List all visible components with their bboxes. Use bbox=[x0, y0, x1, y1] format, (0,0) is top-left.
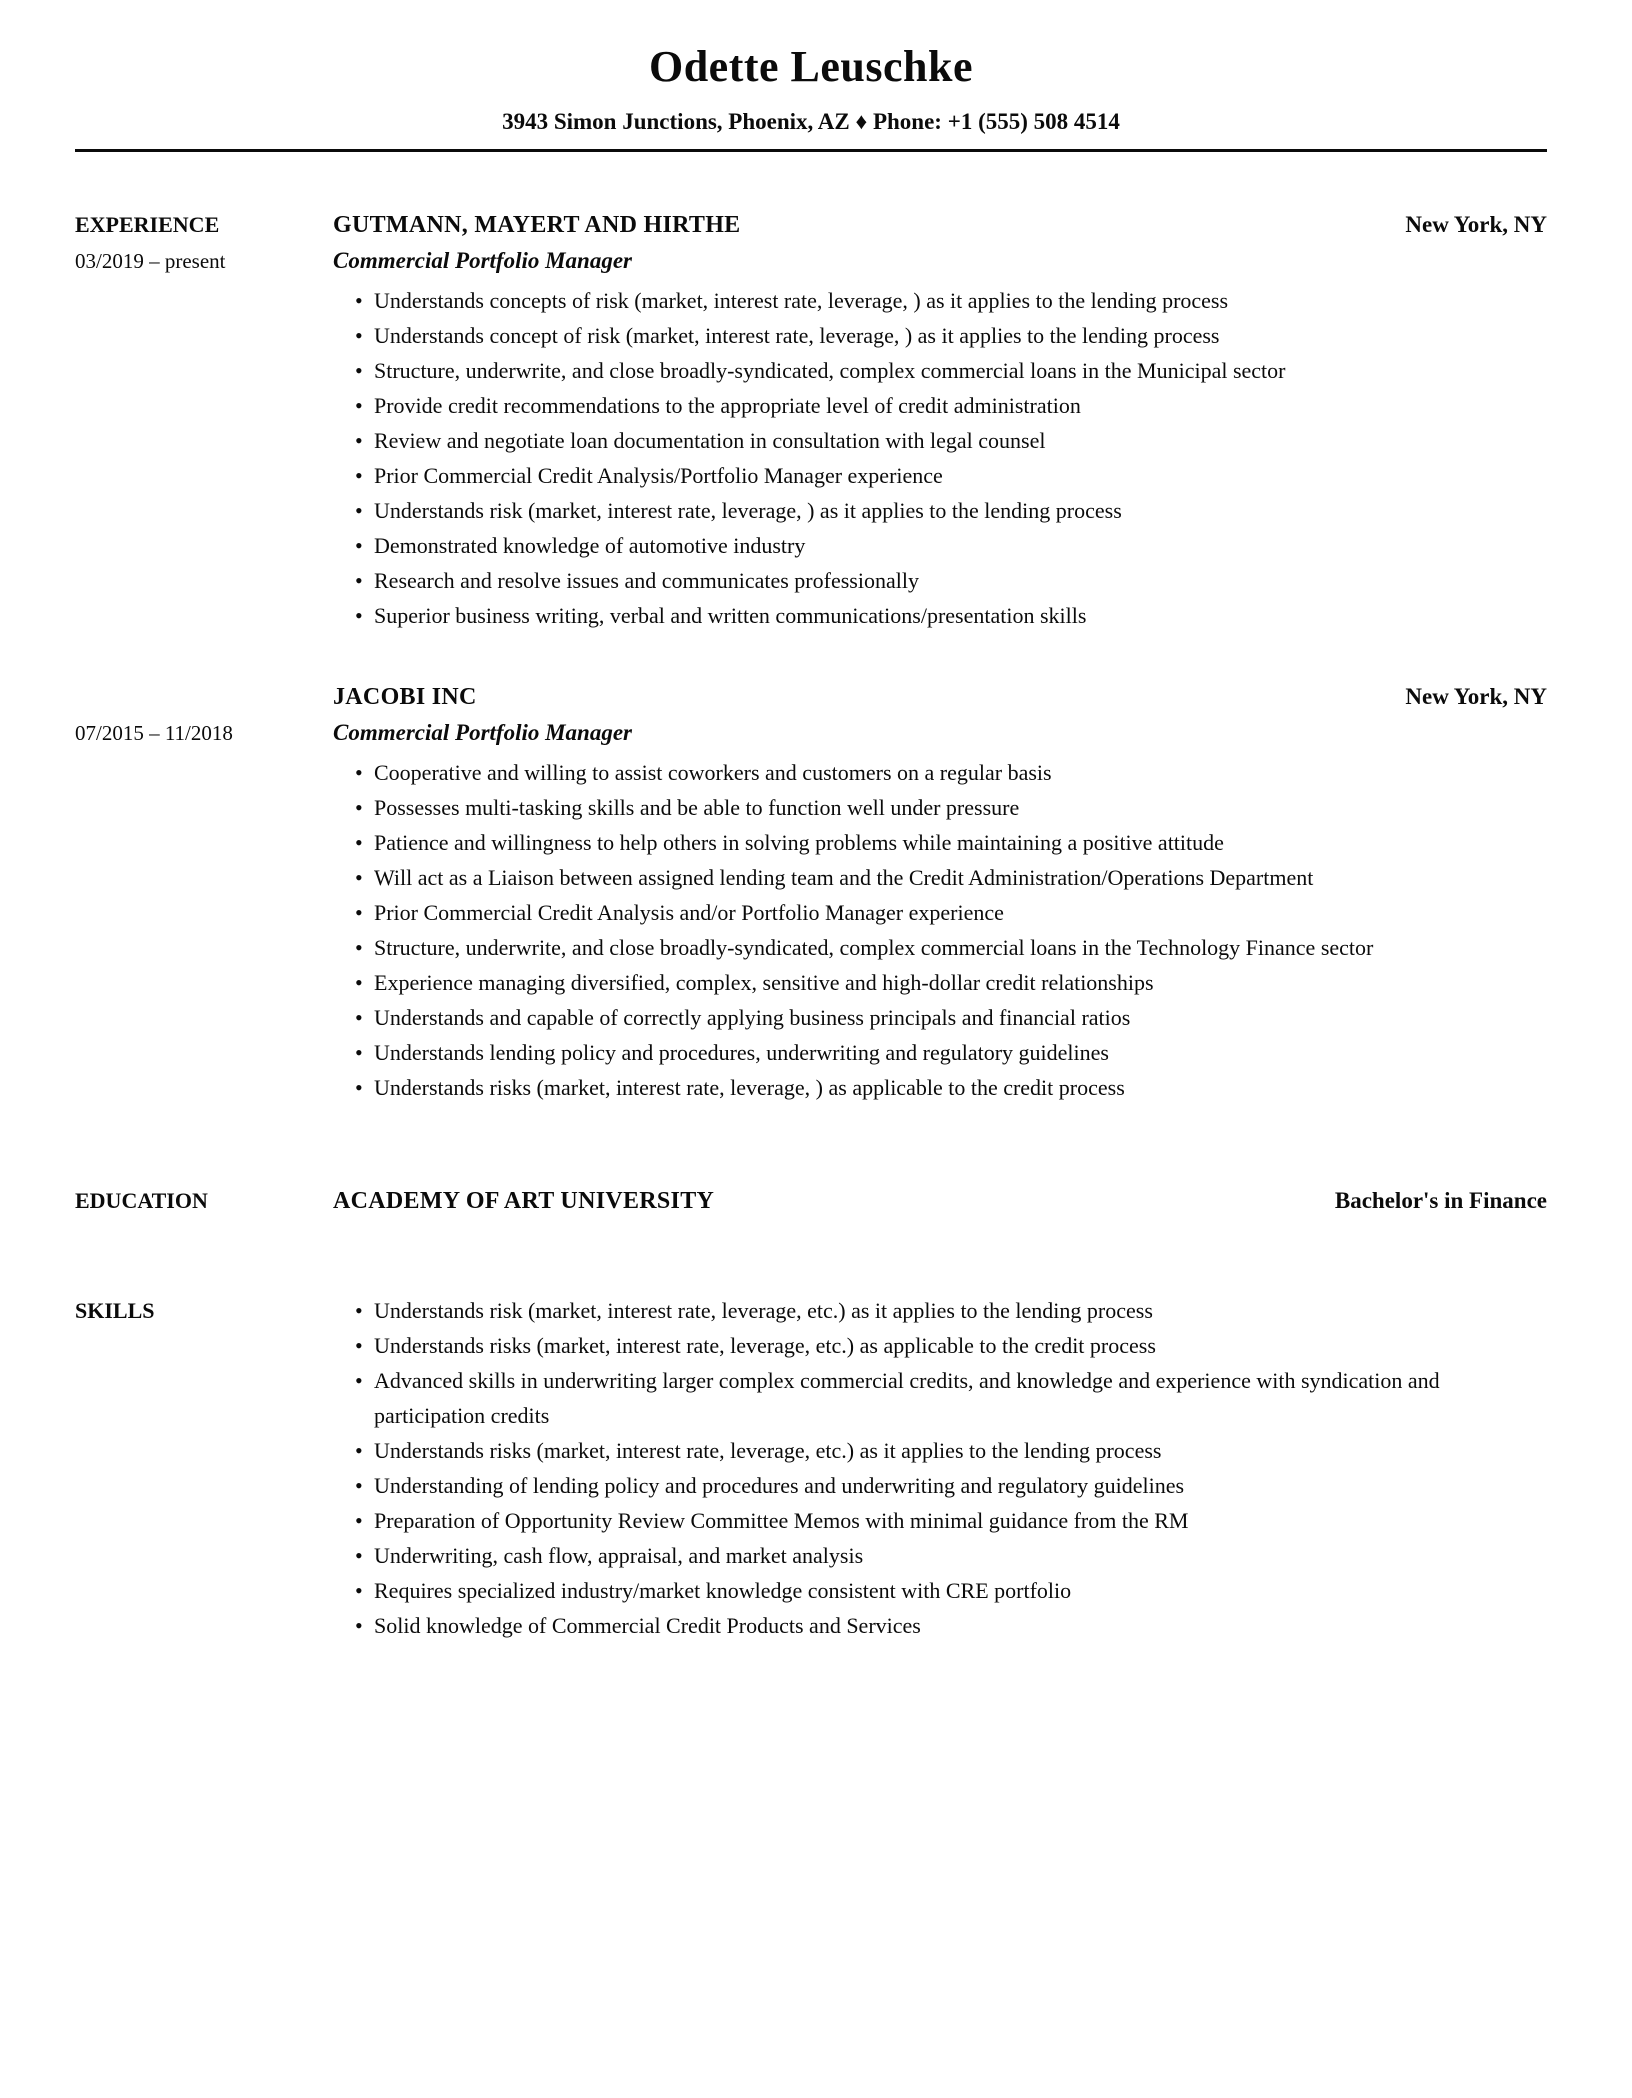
job-title: Commercial Portfolio Manager bbox=[333, 720, 632, 745]
skills-bullet-list bbox=[333, 1293, 1547, 1643]
bullet-item: • Understands risks (market, interest rate, leverage, etc.) as applicable to the credit process bbox=[333, 1328, 1547, 1363]
job-dates: 03/2019 – present bbox=[75, 249, 226, 273]
bullet-item: • Understands concepts of risk (market, interest rate, leverage, ) as it applies to the lending process bbox=[333, 283, 1547, 318]
bullet-item: • Prior Commercial Credit Analysis and/or Portfolio Manager experience bbox=[333, 895, 1547, 930]
skills-block bbox=[333, 1293, 1547, 1643]
candidate-name: Odette Leuschke bbox=[648, 42, 974, 91]
job-bullet-list bbox=[333, 755, 1547, 1105]
skills-label: SKILLS bbox=[75, 1298, 155, 1323]
bullet-item: • Will act as a Liaison between assigned lending team and the Credit Administration/Operations Department bbox=[333, 860, 1547, 895]
bullet-item: • Experience managing diversified, complex, sensitive and high-dollar credit relationships bbox=[333, 965, 1547, 1000]
bullet-item: • Understands lending policy and procedures, underwriting and regulatory guidelines bbox=[333, 1035, 1547, 1070]
skills-sidebar bbox=[75, 1293, 333, 1329]
bullet-item: • Advanced skills in underwriting larger complex commercial credits, and knowledge and experience with syndication and participation credits bbox=[333, 1363, 1547, 1433]
school-name: ACADEMY OF ART UNIVERSITY bbox=[333, 1188, 715, 1214]
education-section bbox=[75, 1183, 1547, 1219]
job-location: New York, NY bbox=[1405, 212, 1547, 237]
experience-section bbox=[75, 207, 1547, 633]
job-title: Commercial Portfolio Manager bbox=[333, 248, 632, 273]
bullet-item: • Understanding of lending policy and procedures and underwriting and regulatory guidelines bbox=[333, 1468, 1547, 1503]
bullet-item: • Structure, underwrite, and close broadly-syndicated, complex commercial loans in the Municipal sector bbox=[333, 353, 1547, 388]
bullet-item: • Structure, underwrite, and close broadly-syndicated, complex commercial loans in the Technology Finance sector bbox=[333, 930, 1547, 965]
bullet-item: • Preparation of Opportunity Review Committee Memos with minimal guidance from the RM bbox=[333, 1503, 1547, 1538]
bullet-item: • Research and resolve issues and communicates professionally bbox=[333, 563, 1547, 598]
job-header bbox=[333, 207, 1547, 243]
education-entry bbox=[333, 1183, 1547, 1219]
bullet-item: • Demonstrated knowledge of automotive industry bbox=[333, 528, 1547, 563]
bullet-item: • Possesses multi-tasking skills and be able to function well under pressure bbox=[333, 790, 1547, 825]
bullet-item: • Patience and willingness to help others in solving problems while maintaining a positive attitude bbox=[333, 825, 1547, 860]
bullet-item: • Prior Commercial Credit Analysis/Portfolio Manager experience bbox=[333, 458, 1547, 493]
bullet-item: • Understands risks (market, interest rate, leverage, etc.) as it applies to the lending process bbox=[333, 1433, 1547, 1468]
bullet-item: • Underwriting, cash flow, appraisal, and market analysis bbox=[333, 1538, 1547, 1573]
job-block bbox=[333, 207, 1547, 633]
bullet-item: • Understands risk (market, interest rate, leverage, etc.) as it applies to the lending process bbox=[333, 1293, 1547, 1328]
education-sidebar bbox=[75, 1183, 333, 1219]
bullet-item: • Understands risk (market, interest rate, leverage, ) as it applies to the lending process bbox=[333, 493, 1547, 528]
education-label: EDUCATION bbox=[75, 1188, 208, 1213]
job-block bbox=[333, 679, 1547, 1105]
experience-sidebar bbox=[75, 679, 333, 751]
bullet-item: • Superior business writing, verbal and written communications/presentation skills bbox=[333, 598, 1547, 633]
company-name: GUTMANN, MAYERT AND HIRTHE bbox=[333, 212, 741, 238]
contact-line: 3943 Simon Junctions, Phoenix, AZ ♦ Phone: +1 (555) 508 4514 bbox=[502, 109, 1120, 134]
bullet-item: • Review and negotiate loan documentation in consultation with legal counsel bbox=[333, 423, 1547, 458]
job-header bbox=[333, 679, 1547, 715]
bullet-item: • Understands risks (market, interest rate, leverage, ) as applicable to the credit process bbox=[333, 1070, 1547, 1105]
header-divider bbox=[75, 149, 1547, 152]
job-bullet-list bbox=[333, 283, 1547, 633]
bullet-item: • Understands and capable of correctly applying business principals and financial ratios bbox=[333, 1000, 1547, 1035]
bullet-item: • Solid knowledge of Commercial Credit Products and Services bbox=[333, 1608, 1547, 1643]
bullet-item: • Requires specialized industry/market knowledge consistent with CRE portfolio bbox=[333, 1573, 1547, 1608]
job-location: New York, NY bbox=[1405, 684, 1547, 709]
skills-section bbox=[75, 1293, 1547, 1643]
bullet-item: • Cooperative and willing to assist coworkers and customers on a regular basis bbox=[333, 755, 1547, 790]
bullet-item: • Understands concept of risk (market, interest rate, leverage, ) as it applies to the lending process bbox=[333, 318, 1547, 353]
job-dates: 07/2015 – 11/2018 bbox=[75, 721, 233, 745]
experience-section-continued bbox=[75, 679, 1547, 1105]
company-name: JACOBI INC bbox=[333, 684, 477, 710]
degree-name: Bachelor's in Finance bbox=[1334, 1188, 1547, 1213]
bullet-item: • Provide credit recommendations to the appropriate level of credit administration bbox=[333, 388, 1547, 423]
experience-label: EXPERIENCE bbox=[75, 212, 220, 237]
experience-sidebar bbox=[75, 207, 333, 279]
